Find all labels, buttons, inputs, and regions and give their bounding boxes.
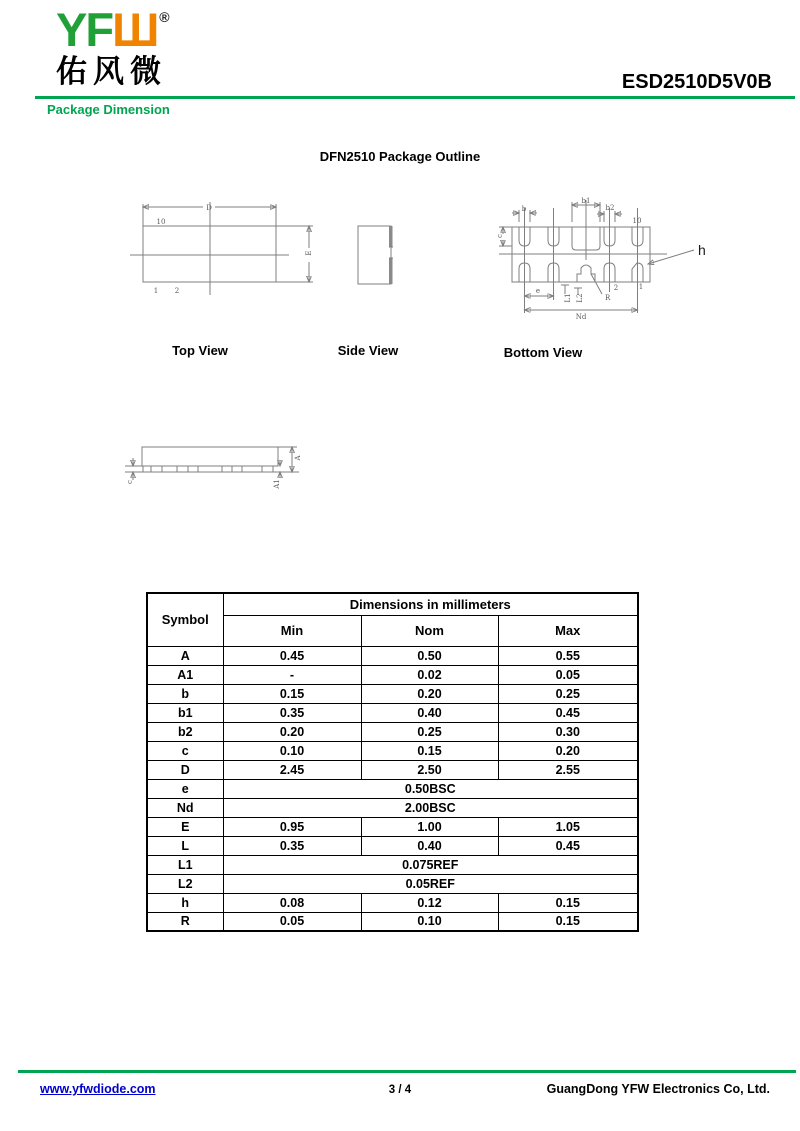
company-name: GuangDong YFW Electronics Co, Ltd. [546, 1082, 770, 1096]
dim-label-c: c [496, 234, 504, 238]
pin10-label: 10 [156, 218, 166, 226]
value-cell-span: 0.075REF [223, 855, 638, 874]
pin2-label: 2 [174, 287, 180, 295]
symbol-cell: L2 [147, 874, 223, 893]
value-cell-min: 0.95 [223, 817, 361, 836]
column-header-min: Min [223, 615, 361, 646]
table-group-header: Dimensions in millimeters [223, 593, 638, 615]
symbol-cell: D [147, 760, 223, 779]
registered-trademark-icon: ® [159, 9, 170, 25]
pin1-label: 1 [153, 287, 159, 295]
value-cell-span: 2.00BSC [223, 798, 638, 817]
table-row [147, 912, 638, 931]
table-row [147, 874, 638, 893]
profile-view-drawing [112, 440, 312, 495]
value-cell-nom: 0.02 [361, 665, 498, 684]
table-row [147, 798, 638, 817]
table-row [147, 836, 638, 855]
dim-label-l2: L2 [576, 293, 584, 303]
table-row [147, 817, 638, 836]
top-view-drawing [125, 198, 320, 303]
value-cell-min: 0.10 [223, 741, 361, 760]
column-header-symbol: Symbol [147, 593, 223, 646]
value-cell-nom: 2.50 [361, 760, 498, 779]
value-cell-min: 0.20 [223, 722, 361, 741]
value-cell-span: 0.50BSC [223, 779, 638, 798]
value-cell-nom: 0.10 [361, 912, 498, 931]
symbol-cell: c [147, 741, 223, 760]
symbol-cell: b1 [147, 703, 223, 722]
value-cell-max: 2.55 [498, 760, 638, 779]
dim-label-a1: A1 [273, 479, 281, 489]
dimensions-table [146, 592, 639, 932]
value-cell-min: 0.45 [223, 646, 361, 665]
table-row [147, 684, 638, 703]
dim-label-b: b [521, 205, 527, 213]
table-row [147, 855, 638, 874]
value-cell-max: 0.45 [498, 836, 638, 855]
table-row [147, 665, 638, 684]
value-cell-min: 0.08 [223, 893, 361, 912]
symbol-cell: E [147, 817, 223, 836]
symbol-cell: A [147, 646, 223, 665]
dim-label-b1: b1 [581, 197, 591, 205]
pin10-label: 10 [632, 217, 642, 225]
symbol-cell: b [147, 684, 223, 703]
table-row [147, 722, 638, 741]
part-number: ESD2510D5V0B [621, 71, 772, 93]
table-row [147, 741, 638, 760]
page-number: 3 / 4 [388, 1084, 412, 1096]
side-view-drawing [355, 222, 400, 290]
dim-label-e: E [305, 250, 313, 256]
column-header-max: Max [498, 615, 638, 646]
value-cell-nom: 0.40 [361, 836, 498, 855]
side-view-label: Side View [337, 343, 399, 358]
value-cell-max: 0.20 [498, 741, 638, 760]
symbol-cell: h [147, 893, 223, 912]
value-cell-max: 0.05 [498, 665, 638, 684]
value-cell-span: 0.05REF [223, 874, 638, 893]
logo-chinese-name: 佑风微 [56, 54, 167, 89]
value-cell-min: 0.05 [223, 912, 361, 931]
value-cell-nom: 0.12 [361, 893, 498, 912]
table-row [147, 703, 638, 722]
value-cell-max: 0.30 [498, 722, 638, 741]
header-divider [35, 96, 795, 99]
value-cell-nom: 0.20 [361, 684, 498, 703]
value-cell-min: 2.45 [223, 760, 361, 779]
logo-text-orange: Ш [112, 3, 158, 56]
dim-label-d: D [206, 204, 212, 212]
website-link[interactable]: www.yfwdiode.com [40, 1082, 156, 1096]
value-cell-max: 1.05 [498, 817, 638, 836]
dim-label-a: A [294, 455, 302, 461]
footer-divider [18, 1070, 796, 1073]
pin1-label: 1 [638, 283, 644, 291]
dim-label-nd: Nd [575, 313, 587, 321]
value-cell-max: 0.55 [498, 646, 638, 665]
table-row [147, 893, 638, 912]
symbol-cell: L [147, 836, 223, 855]
pin2-label: 2 [613, 284, 619, 292]
dim-label-r: R [605, 294, 611, 302]
value-cell-max: 0.25 [498, 684, 638, 703]
section-label: Package Dimension [47, 102, 170, 117]
value-cell-max: 0.45 [498, 703, 638, 722]
symbol-cell: A1 [147, 665, 223, 684]
page-title: DFN2510 Package Outline [319, 149, 481, 164]
value-cell-min: - [223, 665, 361, 684]
value-cell-max: 0.15 [498, 912, 638, 931]
value-cell-nom: 0.40 [361, 703, 498, 722]
dimensions-table-body [147, 646, 638, 931]
value-cell-max: 0.15 [498, 893, 638, 912]
bottom-view-drawing [495, 192, 720, 332]
top-view-label: Top View [172, 343, 228, 358]
column-header-nom: Nom [361, 615, 498, 646]
dim-label-c: c [126, 480, 134, 484]
value-cell-min: 0.35 [223, 703, 361, 722]
table-row [147, 779, 638, 798]
table-row [147, 760, 638, 779]
value-cell-min: 0.15 [223, 684, 361, 703]
dim-label-b2: b2 [605, 204, 615, 212]
dim-label-h: h [698, 242, 706, 258]
symbol-cell: Nd [147, 798, 223, 817]
dim-label-e: e [535, 287, 541, 295]
value-cell-nom: 0.15 [361, 741, 498, 760]
yfw-logo [56, 3, 170, 56]
value-cell-nom: 0.25 [361, 722, 498, 741]
value-cell-nom: 0.50 [361, 646, 498, 665]
value-cell-min: 0.35 [223, 836, 361, 855]
value-cell-nom: 1.00 [361, 817, 498, 836]
logo-text-green: YF [56, 3, 113, 56]
bottom-view-label: Bottom View [503, 345, 583, 360]
symbol-cell: L1 [147, 855, 223, 874]
symbol-cell: b2 [147, 722, 223, 741]
table-row [147, 646, 638, 665]
symbol-cell: e [147, 779, 223, 798]
dim-label-l1: L1 [564, 293, 572, 303]
symbol-cell: R [147, 912, 223, 931]
